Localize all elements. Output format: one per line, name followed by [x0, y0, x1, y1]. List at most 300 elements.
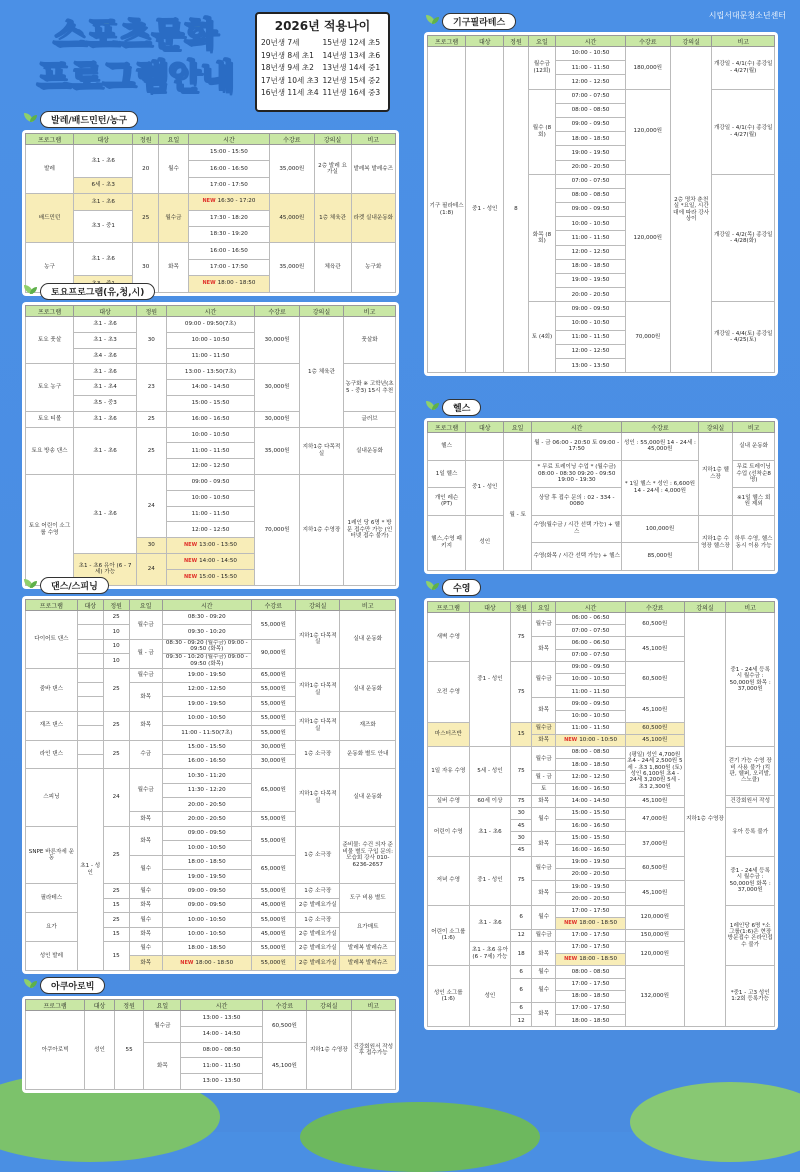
table-cell: 유아 등록 불가 [726, 808, 775, 857]
table-cell: 07:00 - 07:50 [556, 89, 625, 103]
leaf-icon [424, 400, 442, 414]
age-table [255, 12, 390, 112]
table-cell: 새벽 수영 [428, 613, 470, 662]
table-cell: 1층 체육관 [299, 317, 343, 428]
table-cell: 17:00 - 17:50 [188, 259, 269, 275]
table-cell: NEW 18:00 - 18:50 [162, 956, 251, 970]
table-cell: 토요 농구 [26, 364, 74, 411]
table-cell: 11:00 - 11:50 [556, 722, 625, 734]
table-cell: 오전 수영 [428, 661, 470, 722]
age-item: 18년생 9세 초2 [261, 63, 314, 72]
table-row [26, 611, 396, 625]
table-cell: 실내 운동화 [733, 433, 775, 461]
table-cell: 성인 [85, 1011, 115, 1090]
table-cell: 100,000원 [622, 515, 698, 543]
table-cell: 45,100원 [625, 698, 684, 722]
table-cell: 월수 (8회) [528, 89, 556, 174]
table-cell: 55,000원 [251, 913, 295, 927]
column-header: 시간 [532, 422, 622, 433]
table-cell: NEW 13:00 - 13:50 [166, 538, 255, 554]
column-header: 시간 [556, 36, 625, 47]
table-cell: 지하1층 수영장 [307, 1011, 351, 1090]
age-item: 12년생 15세 중2 [322, 75, 381, 85]
table-cell: 토 [532, 783, 556, 795]
table-cell: 재즈화 [340, 711, 396, 740]
table-cell: 23 [136, 364, 166, 411]
table-cell: 초4 - 초6 [74, 348, 137, 364]
column-header: 요일 [528, 36, 556, 47]
column-header: 정원 [136, 306, 166, 317]
table-cell: 화목 [129, 927, 162, 941]
table-cell: 09:00 - 09:50 [162, 826, 251, 840]
table-cell: NEW 15:00 - 15:50 [166, 569, 255, 585]
column-header: 수강료 [622, 422, 698, 433]
column-header: 정원 [511, 602, 532, 613]
table-cell: 개강일 - 4/1(수) 종강일 - 4/27(월) [712, 47, 775, 90]
column-header: 강의실 [684, 602, 726, 613]
table-cell: 65,000원 [251, 668, 295, 682]
column-header: 수강료 [262, 1000, 306, 1011]
table-cell: 13:00 - 13:50 [181, 1074, 262, 1090]
table-cell: 17:00 - 17:50 [188, 177, 269, 193]
table-cell: 85,000원 [622, 543, 698, 571]
column-header: 비고 [351, 1000, 395, 1011]
table-cell: 농구화 [351, 243, 395, 292]
table-cell: 30,000원 [255, 411, 299, 427]
table-cell: 월수금 [159, 194, 189, 243]
table-cell: 11:30 - 12:20 [162, 783, 251, 797]
table-cell [77, 682, 103, 696]
table-cell: 18 [511, 942, 532, 966]
pilates-table [427, 35, 775, 373]
table-cell: 18:00 - 18:50 [556, 259, 625, 273]
table-cell: 월수금 [532, 929, 556, 941]
table-cell: 30 [511, 808, 532, 820]
table-cell: 24 [136, 474, 166, 537]
saturday-table [25, 305, 396, 586]
table-cell: 25 [136, 411, 166, 427]
table-cell: 1층 소극장 [296, 826, 340, 884]
table-cell: 1일 자유 수영 [428, 747, 470, 796]
table-cell: NEW 18:00 - 18:50 [188, 276, 269, 292]
table-cell: 월 - 금 06:00 - 20:50 토 09:00 - 17:50 [532, 433, 622, 461]
table-cell: 개인 레슨 (PT) [428, 488, 466, 516]
table-cell: 건강회원서 작성 [726, 795, 775, 807]
column-header: 강의실 [314, 134, 351, 145]
table-cell: 8 [504, 47, 528, 373]
table-row [26, 243, 396, 259]
table-cell: 45,100원 [625, 881, 684, 905]
table-cell: 지하1층 수영장 헬스장 [698, 515, 733, 570]
section-pilates [424, 12, 778, 376]
table-cell: 12 [511, 929, 532, 941]
table-cell: 월수 [129, 884, 162, 898]
table-cell: 12:00 - 12:50 [556, 245, 625, 259]
table-cell: 19:00 - 19:50 [162, 697, 251, 711]
table-cell: 수영(화목 / 시간 선택 가능) + 헬스 [532, 543, 622, 571]
table-cell: 수영(월수금 / 시간 선택 가능) + 헬스 [532, 515, 622, 543]
table-cell: 월수 [532, 978, 556, 1002]
table-cell: 월수 [532, 808, 556, 832]
table-cell: 07:00 - 07:50 [556, 649, 625, 661]
table-cell: 08:30 - 09:20 [162, 611, 251, 625]
table-cell: 19:00 - 19:50 [556, 274, 625, 288]
table-cell: 월수금 [532, 661, 556, 698]
table-cell: 11:00 - 11:50 [166, 506, 255, 522]
table-cell: 6세 - 초3 [74, 177, 133, 193]
table-cell: 30 [136, 317, 166, 364]
table-cell: 15:00 - 15:50 [556, 832, 625, 844]
table-cell: 중1 - 24세 등록 시 월수금 : 50,000원 화목 : 37,000원 [726, 613, 775, 747]
table-cell: 화목 [532, 942, 556, 966]
table-cell: 2층 명차 춘천실 *요일, 시간대에 따라 강사 상이 [670, 47, 712, 373]
column-header: 강의실 [698, 422, 733, 433]
table-cell: 15 [511, 722, 532, 746]
table-cell: 09:00 - 09:50 [162, 884, 251, 898]
table-row [26, 317, 396, 333]
table-cell: 09:00 - 09:50 [556, 302, 625, 316]
table-cell: NEW 16:30 - 17:20 [188, 194, 269, 210]
new-badge: NEW [184, 573, 198, 580]
new-badge: NEW [184, 557, 198, 564]
table-cell: 55,000원 [251, 682, 295, 696]
leaf-icon [22, 978, 40, 992]
table-cell: 120,000원 [625, 89, 670, 174]
table-cell: 12:00 - 12:50 [166, 522, 255, 538]
table-cell: 35,000원 [270, 145, 314, 194]
table-cell: 45,100원 [262, 1042, 306, 1089]
age-item: 20년생 7세 [261, 38, 300, 47]
table-cell: 90,000원 [251, 639, 295, 668]
table-cell: 18:00 - 18:50 [162, 855, 251, 869]
table-cell: 5세 - 성인 [469, 747, 511, 796]
table-cell: 6 [511, 905, 532, 929]
table-cell: 24 [103, 769, 129, 827]
table-cell: 초3 - 중1 [74, 210, 133, 243]
table-cell [77, 711, 103, 725]
table-cell: 월수 [532, 905, 556, 929]
ballet-table [25, 133, 396, 293]
table-cell: 10:00 - 10:50 [556, 710, 625, 722]
table-cell: 55,000원 [251, 956, 295, 970]
table-cell: * 무료 트레이닝 수업 * (월수금) 08:00 - 08:30 09:20 - 09:50 19:00 - 19:30 [532, 460, 622, 488]
new-badge: NEW [564, 737, 578, 744]
table-cell: 초1 - 초6 [74, 427, 137, 474]
table-cell: 2층 발레요가실 [296, 927, 340, 941]
leaf-icon [424, 14, 442, 28]
column-header: 시간 [188, 134, 269, 145]
table-cell: 발레 [26, 145, 74, 194]
table-cell: 월수금 [532, 856, 556, 880]
table-cell: SNPE 바른자세 운동 [26, 826, 78, 884]
table-cell: 월수금 [532, 722, 556, 734]
table-cell: 토요 풋살 [26, 317, 74, 364]
table-cell [77, 754, 103, 768]
table-cell: 화목 [532, 832, 556, 856]
table-cell: 20:00 - 20:50 [556, 893, 625, 905]
table-cell: 30,000원 [251, 754, 295, 768]
table-cell: 11:00 - 11:50 [556, 231, 625, 245]
table-cell: 180,000원 [625, 47, 670, 90]
table-cell: 25 [133, 194, 159, 243]
table-cell: 초1 - 초6 [74, 194, 133, 210]
table-cell: 월수금 [129, 769, 162, 812]
table-cell: 화목 [532, 734, 556, 746]
table-cell: 07:00 - 07:50 [556, 625, 625, 637]
table-cell: 월수 [129, 913, 162, 927]
new-badge: NEW [202, 198, 216, 205]
age-item: 11년생 16세 중3 [322, 88, 381, 97]
column-header: 요일 [129, 600, 162, 611]
table-cell: NEW 18:00 - 18:50 [556, 917, 625, 929]
column-header: 대상 [466, 36, 504, 47]
table-cell: 11:00 - 11:50 [166, 348, 255, 364]
table-cell: 성인 발레 [26, 941, 78, 970]
table-cell: 25 [103, 826, 129, 884]
table-cell: 12 [511, 1015, 532, 1027]
table-cell: 화목 (8회) [528, 174, 556, 302]
table-cell: 월 - 금 [129, 639, 162, 668]
table-cell: 12:00 - 12:50 [556, 771, 625, 783]
table-cell: 09:00 - 09:50 [556, 661, 625, 673]
table-cell: 11:00 - 11:50 [556, 686, 625, 698]
table-cell: 10:00 - 10:50 [166, 490, 255, 506]
table-cell: * 1일 헬스 * 성인 : 6,600원 14 - 24세 : 4,000원 [622, 460, 698, 515]
table-cell: 20:00 - 20:50 [556, 160, 625, 174]
table-cell: 75 [511, 795, 532, 807]
column-header: 프로그램 [428, 602, 470, 613]
age-item: 15년생 12세 초5 [322, 38, 381, 47]
table-cell: 13:00 - 13:50(7초) [166, 364, 255, 380]
table-cell: 20:00 - 20:50 [162, 798, 251, 812]
table-cell: 06:00 - 06:50 [556, 613, 625, 625]
column-header: 비고 [712, 36, 775, 47]
table-cell: 헬스,수영 패키지 [428, 515, 466, 570]
table-row [26, 194, 396, 210]
table-cell: 월수 [129, 855, 162, 884]
table-cell: 45,100원 [625, 795, 684, 807]
table-cell: 발레복 발레슈즈 [340, 941, 396, 955]
table-cell: 1층 소극장 [296, 884, 340, 898]
table-cell: 45 [511, 844, 532, 856]
hill-decoration [630, 1082, 800, 1162]
section-ballet [22, 110, 399, 296]
table-cell: 화목 [129, 826, 162, 855]
table-cell: 14:00 - 14:50 [181, 1026, 262, 1042]
table-row [26, 474, 396, 490]
table-cell: 월수금 [144, 1011, 181, 1043]
column-header: 강의실 [299, 306, 343, 317]
section-dance [22, 573, 399, 974]
table-cell: 15:00 - 15:50 [162, 740, 251, 754]
table-cell: 19:00 - 19:50 [556, 146, 625, 160]
column-header: 정원 [504, 36, 528, 47]
table-cell: 화목 [532, 698, 556, 722]
table-cell: 11:00 - 11:50 [181, 1058, 262, 1074]
table-cell: 지하1층 수영장 [299, 474, 343, 585]
column-header: 비고 [733, 422, 775, 433]
table-cell: 글러브 [344, 411, 396, 427]
table-cell [77, 639, 103, 653]
table-cell: 75 [511, 856, 532, 905]
table-cell: 60,500원 [262, 1011, 306, 1043]
table-cell: 25 [103, 668, 129, 711]
table-cell: 45,000원 [251, 898, 295, 912]
table-cell: 화목 [129, 812, 162, 826]
table-cell: 토요 어린이 소그룹 수영 [26, 474, 74, 585]
table-cell: 아쿠아로빅 [26, 1011, 85, 1090]
title-line1: 스포츠문화 [52, 15, 218, 55]
table-cell: 132,000원 [625, 966, 684, 1027]
table-cell: 하루 수영, 헬스 동시 이용 가능 [733, 515, 775, 570]
table-cell: 16:00 - 16:50 [162, 754, 251, 768]
section-aqua [22, 976, 399, 1093]
table-row [26, 145, 396, 161]
table-cell: 70,000원 [255, 474, 299, 585]
table-cell: 지하1층 다목적실 [296, 668, 340, 711]
column-header: 수강료 [625, 36, 670, 47]
column-header: 수강료 [255, 306, 299, 317]
table-cell: 15:00 - 15:50 [188, 145, 269, 161]
table-cell: 35,000원 [255, 427, 299, 474]
table-cell: 10:00 - 10:50 [166, 332, 255, 348]
column-header: 대상 [469, 602, 511, 613]
table-cell: 09:00 - 09:50 [166, 474, 255, 490]
column-header: 대상 [466, 422, 504, 433]
table-cell: 초1 - 초6 [74, 411, 137, 427]
table-cell: 어린이 수영 [428, 808, 470, 857]
table-cell: 18:00 - 18:50 [556, 759, 625, 771]
table-cell: 걷기 가능 수영 장비 사용 불가 (킥판, 헬퍼, 오리발, 스노클) [726, 747, 775, 796]
table-cell: 지하1층 다목적실 [296, 711, 340, 740]
table-cell: 배드민턴 [26, 194, 74, 243]
table-cell: 10:00 - 10:50 [556, 673, 625, 685]
table-row [26, 740, 396, 754]
table-cell: 37,000원 [625, 832, 684, 856]
table-cell: 월수 [532, 966, 556, 978]
leaf-icon [22, 112, 40, 126]
table-cell: *중1 - 고3 성인 1:2회 등록가능 [726, 966, 775, 1027]
section-title: 헬스 [442, 399, 481, 416]
table-cell: 발레복 발레슈즈 [351, 145, 395, 194]
table-cell: 11:00 - 11:50 [556, 330, 625, 344]
table-cell: 12:00 - 12:50 [556, 344, 625, 358]
column-header: 비고 [340, 600, 396, 611]
table-cell: 화목 [129, 956, 162, 970]
table-cell: 55,000원 [251, 697, 295, 711]
column-header: 강의실 [296, 600, 340, 611]
age-item: 14년생 13세 초6 [322, 50, 381, 60]
table-cell: 화목 [532, 795, 556, 807]
table-cell: 수금 [129, 740, 162, 769]
table-cell: 18:30 - 19:20 [188, 226, 269, 242]
table-cell: 45,000원 [270, 194, 314, 243]
table-cell: 19:00 - 19:50 [162, 870, 251, 884]
table-cell: 30 [511, 832, 532, 844]
table-cell: 30,000원 [255, 317, 299, 364]
table-cell: 1레인당 6명 *소그룹(1:6)은 현장방문접수 온라인접수 불가 [726, 905, 775, 966]
table-cell: 요가매트 [340, 913, 396, 942]
table-cell: 55,000원 [251, 826, 295, 855]
table-cell: 20:00 - 20:50 [556, 868, 625, 880]
section-title: 기구필라테스 [442, 13, 516, 30]
section-title: 발레/배드민턴/농구 [40, 111, 138, 128]
table-cell: 10:00 - 10:50 [556, 316, 625, 330]
table-cell: 실버 수영 [428, 795, 470, 807]
table-cell: 18:00 - 18:50 [162, 941, 251, 955]
title-line2: 프로그램안내 [36, 57, 234, 97]
table-cell: 10 [103, 654, 129, 668]
table-cell: 55,000원 [251, 611, 295, 640]
table-cell: 1층 소극장 [296, 913, 340, 927]
age-heading: 2026년 적용나이 [274, 19, 371, 33]
table-cell: 18:00 - 18:50 [556, 1015, 625, 1027]
table-cell: 6 [511, 978, 532, 1002]
table-cell: 25 [136, 427, 166, 474]
table-cell: 20 [133, 145, 159, 194]
table-cell: 25 [103, 611, 129, 625]
table-cell: 10:00 - 10:50 [166, 427, 255, 443]
table-cell: 12:00 - 12:50 [166, 459, 255, 475]
table-cell: 중1 - 24세 등록 시 월수금 : 50,000원 화목 : 37,000원 [726, 856, 775, 905]
table-cell: 17:00 - 17:50 [556, 929, 625, 941]
table-cell: 지하1층 다목적실 [296, 769, 340, 827]
table-cell: 초1 - 초3 [74, 332, 137, 348]
table-cell: 화목 [129, 711, 162, 740]
table-cell: 2층 발레요가실 [296, 898, 340, 912]
table-cell: 성인 [466, 515, 504, 570]
table-cell: 토 (4회) [528, 302, 556, 373]
table-cell: 25 [103, 740, 129, 769]
table-cell: 중1 - 성인 [466, 460, 504, 515]
table-cell: 지하1층 다목적실 [299, 427, 343, 474]
table-cell: 120,000원 [625, 174, 670, 302]
table-cell: 2층 발레요가실 [296, 941, 340, 955]
table-cell: 10 [103, 639, 129, 653]
table-cell: 65,000원 [251, 855, 295, 884]
table-cell: 30,000원 [255, 364, 299, 411]
table-cell: 24 [136, 553, 166, 585]
table-cell: 실내 운동화 [340, 769, 396, 827]
table-cell: 19:00 - 19:50 [556, 881, 625, 893]
table-cell: NEW 18:00 - 18:50 [556, 954, 625, 966]
table-cell: 재즈 댄스 [26, 711, 78, 740]
table-cell: 월수금 [532, 747, 556, 771]
column-header: 정원 [103, 600, 129, 611]
table-cell: 17:30 - 18:20 [188, 210, 269, 226]
table-cell: 18:00 - 18:50 [556, 132, 625, 146]
table-cell: 다이어트 댄스 [26, 611, 78, 669]
new-badge: NEW [202, 280, 216, 287]
table-cell: 초1 - 성인 [77, 769, 103, 970]
table-cell: 45,100원 [625, 637, 684, 661]
table-cell: 성인 : 55,000원 14 - 24세 : 45,000원 [622, 433, 698, 461]
leaf-icon [22, 284, 40, 298]
leaf-icon [22, 578, 40, 592]
column-header: 대상 [85, 1000, 115, 1011]
table-cell: 45 [511, 820, 532, 832]
table-cell: 개강일 - 4/2(목) 종강일 - 4/28(화) [712, 174, 775, 302]
table-cell: 16:00 - 16:50 [188, 243, 269, 259]
table-cell: 08:00 - 08:50 [556, 747, 625, 759]
table-cell: 필라테스 [26, 884, 78, 913]
table-cell: 45,000원 [251, 927, 295, 941]
swim-table [427, 601, 775, 1027]
section-saturday [22, 282, 399, 589]
table-cell: 55 [114, 1011, 144, 1090]
table-cell: 1레인 당 6명 * 방문 접수만 가능 (인터넷 접수 불가) [344, 474, 396, 585]
table-cell: 55,000원 [251, 726, 295, 740]
